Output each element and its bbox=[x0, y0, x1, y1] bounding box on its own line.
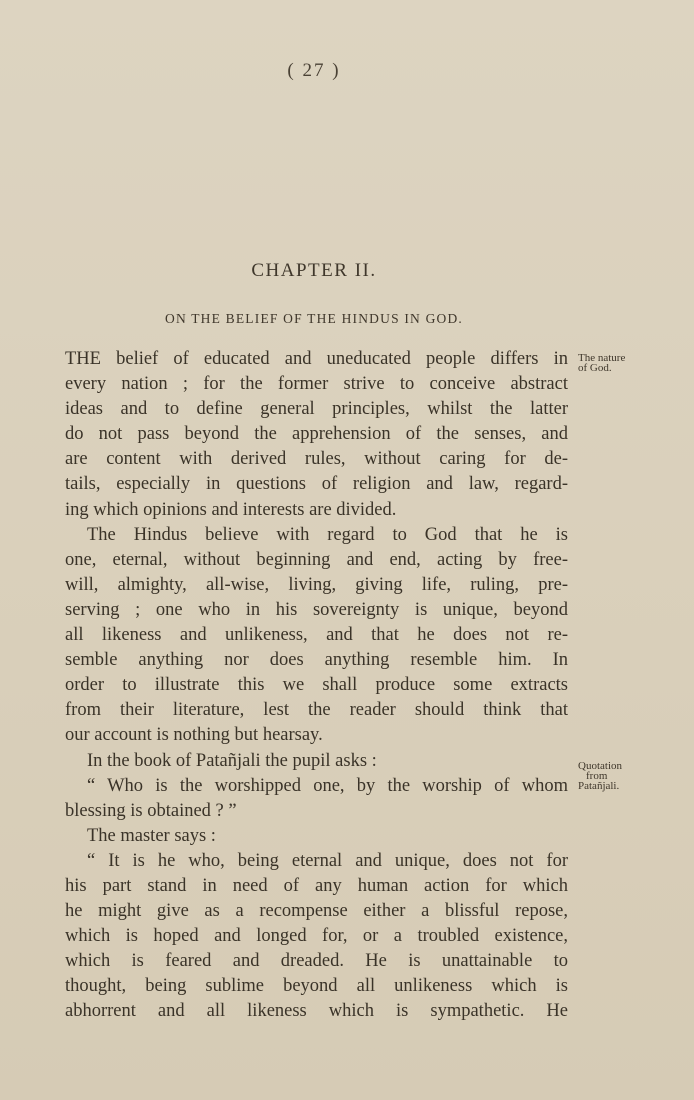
chapter-title: CHAPTER II. bbox=[251, 260, 377, 281]
text-line: The master says : bbox=[87, 825, 216, 846]
text-line: abhorrent and all likeness which is sympathetic. He bbox=[65, 1001, 568, 1022]
page-number: ( 27 ) bbox=[287, 60, 341, 81]
text-line: which is feared and dreaded. He is unattainable to bbox=[65, 951, 568, 972]
paragraph bbox=[65, 347, 568, 523]
text-line: he might give as a recompense either a blissful repose, bbox=[65, 901, 568, 922]
chapter-subtitle: ON THE BELIEF OF THE HINDUS IN GOD. bbox=[165, 311, 463, 326]
text-line: do not pass beyond the apprehension of the senses, and bbox=[65, 424, 568, 445]
paragraph bbox=[65, 749, 568, 774]
text-line: ing which opinions and interests are divided. bbox=[65, 499, 397, 520]
text-line: every nation ; for the former strive to conceive abstract bbox=[65, 374, 568, 395]
text-line: tails, especially in questions of religion and law, regard- bbox=[65, 474, 568, 495]
text-line: which is hoped and longed for, or a troubled existence, bbox=[65, 926, 568, 947]
text-line: order to illustrate this we shall produce some extracts bbox=[65, 675, 568, 696]
paragraph bbox=[65, 849, 568, 1025]
text-line: his part stand in need of any human action for which bbox=[65, 875, 568, 896]
margin-note-quotation bbox=[578, 761, 648, 791]
text-line: are content with derived rules, without caring for de- bbox=[65, 449, 568, 470]
text-line: will, almighty, all-wise, living, giving life, ruling, pre- bbox=[65, 574, 568, 595]
text-line: one, eternal, without beginning and end, acting by free- bbox=[65, 549, 568, 570]
margin-note-line: from bbox=[586, 770, 608, 782]
text-line: In the book of Patañjali the pupil asks : bbox=[87, 750, 377, 771]
paragraph bbox=[65, 774, 568, 824]
text-line: thought, being sublime beyond all unlikeness which is bbox=[65, 976, 568, 997]
margin-note-nature-of-god bbox=[578, 353, 648, 373]
text-line: THE belief of educated and uneducated people differs in bbox=[65, 349, 568, 369]
paragraph bbox=[65, 523, 568, 749]
text-line: our account is nothing but hearsay. bbox=[65, 725, 323, 746]
text-line: from their literature, lest the reader should think that bbox=[65, 700, 568, 721]
text-line: semble anything nor does anything resemble him. In bbox=[65, 650, 568, 671]
margin-note-line: The nature bbox=[578, 352, 626, 364]
text-line: “ Who is the worshipped one, by the worship of whom bbox=[87, 775, 568, 796]
text-line: all likeness and unlikeness, and that he does not re- bbox=[65, 625, 568, 646]
text-line: serving ; one who in his sovereignty is unique, beyond bbox=[65, 599, 568, 620]
margin-note-line: of God. bbox=[578, 362, 612, 374]
text-line: The Hindus believe with regard to God that he is bbox=[87, 524, 568, 545]
text-line: blessing is obtained ? ” bbox=[65, 800, 237, 821]
margin-note-line: Patañjali. bbox=[578, 780, 620, 792]
text-line: “ It is he who, being eternal and unique, does not for bbox=[87, 850, 568, 871]
text-line: ideas and to define general principles, whilst the latter bbox=[65, 399, 568, 420]
body-text bbox=[65, 347, 568, 1025]
paragraph bbox=[65, 824, 568, 849]
margin-note-line: Quotation bbox=[578, 760, 622, 772]
